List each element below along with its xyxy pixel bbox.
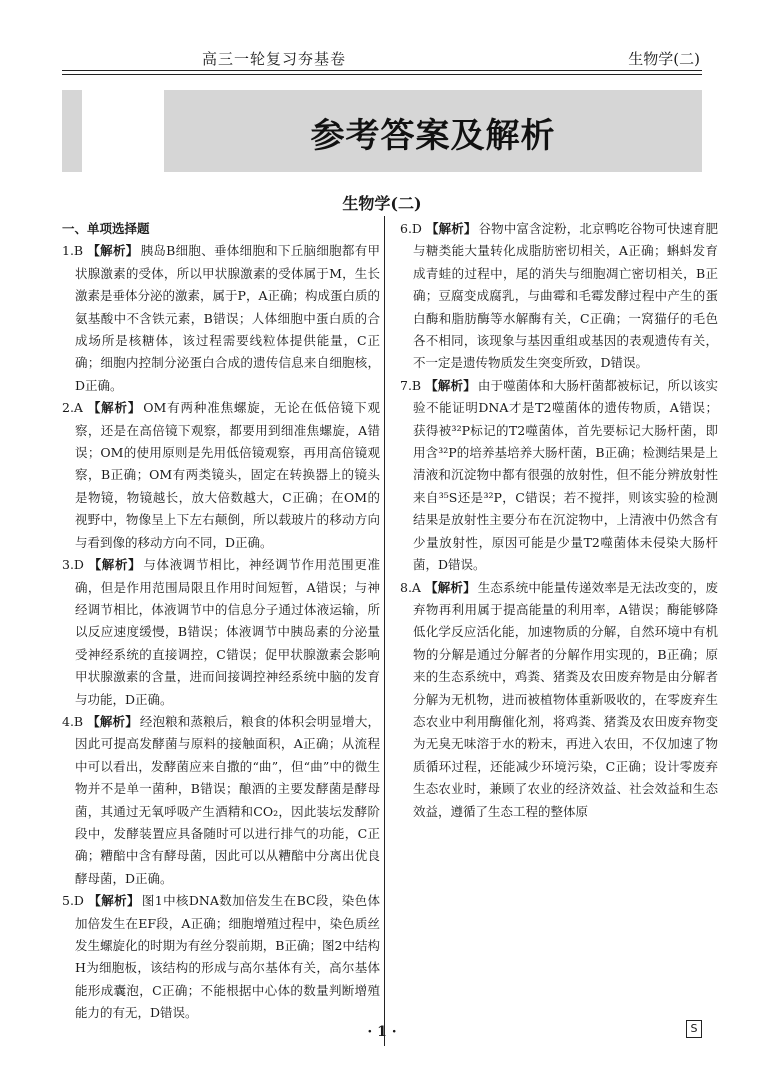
question-8 — [400, 577, 718, 823]
analysis-tag: 【解析】 — [425, 377, 476, 393]
answer-number: 8.A — [400, 579, 421, 595]
analysis-tag: 【解析】 — [87, 713, 138, 729]
analysis-text: OM有两种准焦螺旋，无论在低倍镜下观察，还是在高倍镜下观察，都要用到细准焦螺旋，A错误；OM的使用原则是先用低倍镜观察，再用高倍镜观察，B正确；OM有两类镜头，固定在转换器上的镜头是物镜，物镜越长，放大倍数越大，C正确；在OM的视野中，物像呈上下左右颠倒，所以载玻片的移动方向与看到像的移动方向不同，D正确。 — [75, 400, 380, 550]
header-left-title: 高三一轮复习夯基卷 — [202, 50, 347, 68]
question-5 — [62, 890, 380, 1024]
analysis-tag: 【解析】 — [426, 221, 477, 236]
analysis-text: 胰岛B细胞、垂体细胞和下丘脑细胞都有甲状腺激素的受体，所以甲状腺激素的受体属于M，生长激素是垂体分泌的激素，属于P，A正确；构成蛋白质的氨基酸中不含铁元素，B错误；人体细胞中蛋白质的合成场所是核糖体，该过程需要线粒体提供能量，C正确；细胞内控制分泌蛋白合成的遗传信息来自细胞核，D正确。 — [75, 243, 380, 393]
question-7 — [400, 375, 718, 577]
left-column — [62, 218, 380, 1025]
header-rule-thick — [62, 70, 702, 71]
header-rule-thin — [62, 74, 702, 75]
page-header — [62, 44, 702, 70]
answer-number: 2.A — [62, 400, 83, 416]
answer-number: 5.D — [62, 893, 84, 909]
answer-number: 3.D — [62, 557, 84, 573]
question-4 — [62, 711, 380, 890]
question-3 — [62, 554, 380, 711]
column-divider — [384, 216, 385, 1046]
analysis-text: 由于噬菌体和大肠杆菌都被标记，所以该实验不能证明DNA才是T2噬菌体的遗传物质，A错误；获得被³²P标记的T2噬菌体，首先要标记大肠杆菌，即用含³²P的培养基培养大肠杆菌，B正确；检测结果是上清液和沉淀物中都有很强的放射性，但不能分辨放射性来自³⁵S还是³²P，C错误；若不搅拌，则该实验的检测结果是放射性主要分布在沉淀物中，上清液中仍然含有少量放射性，原因可能是少量T2噬菌体未侵染大肠杆菌，D错误。 — [413, 377, 718, 573]
right-column — [400, 218, 718, 823]
question-2 — [62, 397, 380, 554]
corner-mark: S — [686, 1020, 702, 1038]
page-number: · 1 · — [367, 1024, 397, 1040]
analysis-tag: 【解析】 — [87, 243, 139, 259]
section-heading: 一、单项选择题 — [62, 221, 150, 236]
analysis-tag: 【解析】 — [88, 557, 142, 573]
question-1 — [62, 240, 380, 397]
analysis-text: 生态系统中能量传递效率是无法改变的，废弃物再利用属于提高能量的利用率，A错误；酶能够降低化学反应活化能，加速物质的分解，自然环境中有机物的分解是通过分解者的分解作用实现的，B正确；原来的生态系统中，鸡粪、猪粪及农田废弃物是由分解者分解为无机物，进而被植物体重新吸收的，在零废弃生态农业中利用酶催化剂，将鸡粪、猪粪及农田废弃物变为无臭无味溶于水的粉末，再进入农田，不仅加速了物质循环过程，还能减少环境污染，C正确；设计零废弃生态农业时，兼顾了农业的经济效益、社会效益和生态效益，遵循了生态工程的整体原 — [413, 579, 718, 819]
answer-number: 4.B — [62, 713, 84, 729]
analysis-text: 经泡粮和蒸粮后，粮食的体积会明显增大，因此可提高发酵菌与原料的接触面积，A正确；从流程中可以看出，发酵菌应来自撒的“曲”，但“曲”中的微生物并不是单一菌种，B错误；酿酒的主要发酵菌是酵母菌，其通过无氧呼吸产生酒精和CO₂，因此装坛发酵阶段中，发酵装置应具备随时可以进行排气的功能，C正确；糟醅中含有酵母菌，因此可以从糟醅中分离出优良酵母菌，D正确。 — [75, 713, 380, 886]
banner-title: 参考答案及解析 — [310, 116, 556, 156]
analysis-text: 谷物中富含淀粉，北京鸭吃谷物可快速育肥与糖类能大量转化成脂肪密切相关，A正确；蝌蚪发育成青蛙的过程中，尾的消失与细胞凋亡密切相关，B正确；豆腐变成腐乳，与曲霉和毛霉发酵过程中产生的蛋白酶和脂肪酶等水解酶有关，C正确；一窝猫仔的毛色各不相同，该现象与基因重组或基因的表观遗传有关，不一定是遗传物质发生突变所致，D错误。 — [413, 221, 718, 371]
analysis-tag: 【解析】 — [88, 893, 140, 909]
subject-title: 生物学(二) — [342, 194, 422, 213]
answer-number: 7.B — [400, 377, 422, 393]
analysis-tag: 【解析】 — [425, 579, 476, 595]
answer-number: 6.D — [400, 221, 422, 236]
analysis-tag: 【解析】 — [87, 400, 142, 416]
question-6 — [400, 218, 718, 375]
analysis-text: 与体液调节相比，神经调节作用范围更准确，但是作用范围局限且作用时间短暂，A错误；与神经调节相比，体液调节中的信息分子通过体液运输，所以反应速度缓慢，B错误；体液调节中胰岛素的分泌量受神经系统的直接调控，C错误；促甲状腺激素会影响甲状腺激素的含量，进而间接调控神经系统中脑的发育与功能，D正确。 — [75, 557, 380, 707]
answer-number: 1.B — [62, 243, 84, 259]
banner-side-block — [62, 90, 82, 172]
header-right-title: 生物学(二) — [628, 50, 700, 68]
analysis-text: 图1中核DNA数加倍发生在BC段，染色体加倍发生在EF段，A正确；细胞增殖过程中，染色质丝发生螺旋化的时期为有丝分裂前期，B正确；图2中结构H为细胞板，该结构的形成与高尔基体有关，高尔基体能形成囊泡，C正确；不能根据中心体的数量判断增殖能力的有无，D错误。 — [75, 893, 380, 1021]
